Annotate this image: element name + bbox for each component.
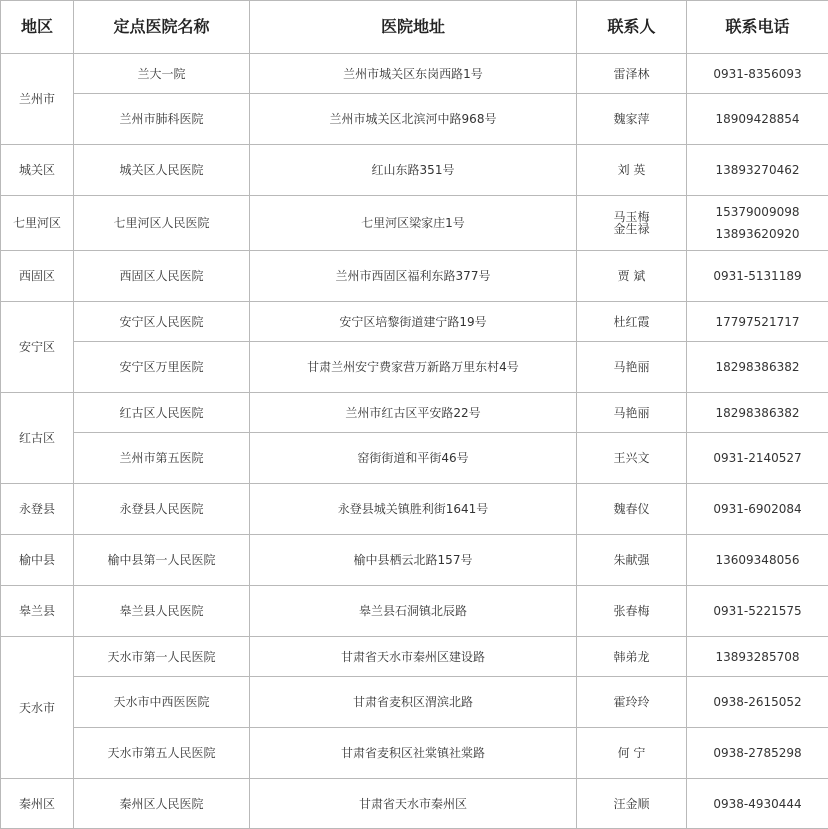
table-row xyxy=(1,196,828,251)
contact-cell: 魏家萍 xyxy=(577,94,687,145)
header-region: 地区 xyxy=(1,1,74,54)
header-row xyxy=(1,1,828,54)
phone-number: 15379009098 xyxy=(687,201,828,223)
phone-cell: 0938-2785298 xyxy=(687,728,828,779)
region-cell: 秦州区 xyxy=(1,779,74,829)
table-row xyxy=(1,484,828,535)
phone-cell: 18298386382 xyxy=(687,342,828,393)
hospital-cell: 兰州市第五医院 xyxy=(74,433,250,484)
contact-name: 马玉梅 xyxy=(577,211,686,223)
region-cell: 皋兰县 xyxy=(1,586,74,637)
table-row xyxy=(1,302,828,342)
header-address: 医院地址 xyxy=(250,1,577,54)
phone-number: 13893620920 xyxy=(687,223,828,245)
table-row xyxy=(1,94,828,145)
table-row xyxy=(1,535,828,586)
table-row xyxy=(1,677,828,728)
phone-cell: 0931-8356093 xyxy=(687,54,828,94)
hospital-cell: 安宁区万里医院 xyxy=(74,342,250,393)
table-row xyxy=(1,779,828,829)
phone-cell: 0931-5221575 xyxy=(687,586,828,637)
hospital-cell: 皋兰县人民医院 xyxy=(74,586,250,637)
phone-cell: 0938-4930444 xyxy=(687,779,828,829)
hospital-cell: 天水市中西医医院 xyxy=(74,677,250,728)
contact-cell: 韩弟龙 xyxy=(577,637,687,677)
contact-name: 金生禄 xyxy=(577,223,686,235)
phone-cell: 13893270462 xyxy=(687,145,828,196)
table-row xyxy=(1,54,828,94)
phone-cell xyxy=(687,196,828,251)
region-cell: 安宁区 xyxy=(1,302,74,393)
address-cell: 榆中县栖云北路157号 xyxy=(250,535,577,586)
table-row xyxy=(1,145,828,196)
address-cell: 甘肃省天水市秦州区建设路 xyxy=(250,637,577,677)
region-cell: 红古区 xyxy=(1,393,74,484)
phone-cell: 0931-2140527 xyxy=(687,433,828,484)
contact-cell: 杜红霞 xyxy=(577,302,687,342)
hospital-cell: 天水市第五人民医院 xyxy=(74,728,250,779)
hospital-cell: 兰州市肺科医院 xyxy=(74,94,250,145)
region-cell: 兰州市 xyxy=(1,54,74,145)
phone-cell: 17797521717 xyxy=(687,302,828,342)
table-row xyxy=(1,393,828,433)
phone-cell: 18909428854 xyxy=(687,94,828,145)
table-row xyxy=(1,342,828,393)
hospital-cell: 西固区人民医院 xyxy=(74,251,250,302)
address-cell: 兰州市红古区平安路22号 xyxy=(250,393,577,433)
hospital-cell: 安宁区人民医院 xyxy=(74,302,250,342)
table-row xyxy=(1,728,828,779)
address-cell: 红山东路351号 xyxy=(250,145,577,196)
table-row xyxy=(1,433,828,484)
contact-cell: 张春梅 xyxy=(577,586,687,637)
hospital-cell: 城关区人民医院 xyxy=(74,145,250,196)
header-hospital: 定点医院名称 xyxy=(74,1,250,54)
phone-cell: 0938-2615052 xyxy=(687,677,828,728)
contact-cell: 王兴文 xyxy=(577,433,687,484)
address-cell: 甘肃省天水市秦州区 xyxy=(250,779,577,829)
table-row xyxy=(1,637,828,677)
contact-cell: 刘 英 xyxy=(577,145,687,196)
region-cell: 天水市 xyxy=(1,637,74,779)
address-cell: 安宁区培黎街道建宁路19号 xyxy=(250,302,577,342)
address-cell: 甘肃兰州安宁费家营万新路万里东村4号 xyxy=(250,342,577,393)
contact-cell: 霍玲玲 xyxy=(577,677,687,728)
address-cell: 永登县城关镇胜利街1641号 xyxy=(250,484,577,535)
region-cell: 榆中县 xyxy=(1,535,74,586)
contact-cell: 朱献强 xyxy=(577,535,687,586)
header-phone: 联系电话 xyxy=(687,1,828,54)
address-cell: 甘肃省麦积区社棠镇社棠路 xyxy=(250,728,577,779)
contact-cell: 马艳丽 xyxy=(577,342,687,393)
contact-cell: 贾 斌 xyxy=(577,251,687,302)
hospital-cell: 榆中县第一人民医院 xyxy=(74,535,250,586)
address-cell: 七里河区梁家庄1号 xyxy=(250,196,577,251)
hospital-cell: 兰大一院 xyxy=(74,54,250,94)
hospital-cell: 天水市第一人民医院 xyxy=(74,637,250,677)
address-cell: 甘肃省麦积区渭滨北路 xyxy=(250,677,577,728)
address-cell: 兰州市城关区北滨河中路968号 xyxy=(250,94,577,145)
phone-cell: 13893285708 xyxy=(687,637,828,677)
phone-cell: 13609348056 xyxy=(687,535,828,586)
contact-cell: 马艳丽 xyxy=(577,393,687,433)
table-row xyxy=(1,586,828,637)
region-cell: 七里河区 xyxy=(1,196,74,251)
contact-cell: 汪金顺 xyxy=(577,779,687,829)
contact-cell: 魏春仪 xyxy=(577,484,687,535)
region-cell: 西固区 xyxy=(1,251,74,302)
address-cell: 窑街街道和平街46号 xyxy=(250,433,577,484)
region-cell: 城关区 xyxy=(1,145,74,196)
contact-cell: 雷泽林 xyxy=(577,54,687,94)
hospital-cell: 七里河区人民医院 xyxy=(74,196,250,251)
address-cell: 兰州市西固区福利东路377号 xyxy=(250,251,577,302)
address-cell: 皋兰县石洞镇北辰路 xyxy=(250,586,577,637)
phone-cell: 0931-5131189 xyxy=(687,251,828,302)
phone-cell: 18298386382 xyxy=(687,393,828,433)
hospital-cell: 红古区人民医院 xyxy=(74,393,250,433)
table-row xyxy=(1,251,828,302)
header-contact: 联系人 xyxy=(577,1,687,54)
hospital-cell: 永登县人民医院 xyxy=(74,484,250,535)
address-cell: 兰州市城关区东岗西路1号 xyxy=(250,54,577,94)
contact-cell: 何 宁 xyxy=(577,728,687,779)
contact-cell xyxy=(577,196,687,251)
phone-cell: 0931-6902084 xyxy=(687,484,828,535)
region-cell: 永登县 xyxy=(1,484,74,535)
hospital-cell: 秦州区人民医院 xyxy=(74,779,250,829)
